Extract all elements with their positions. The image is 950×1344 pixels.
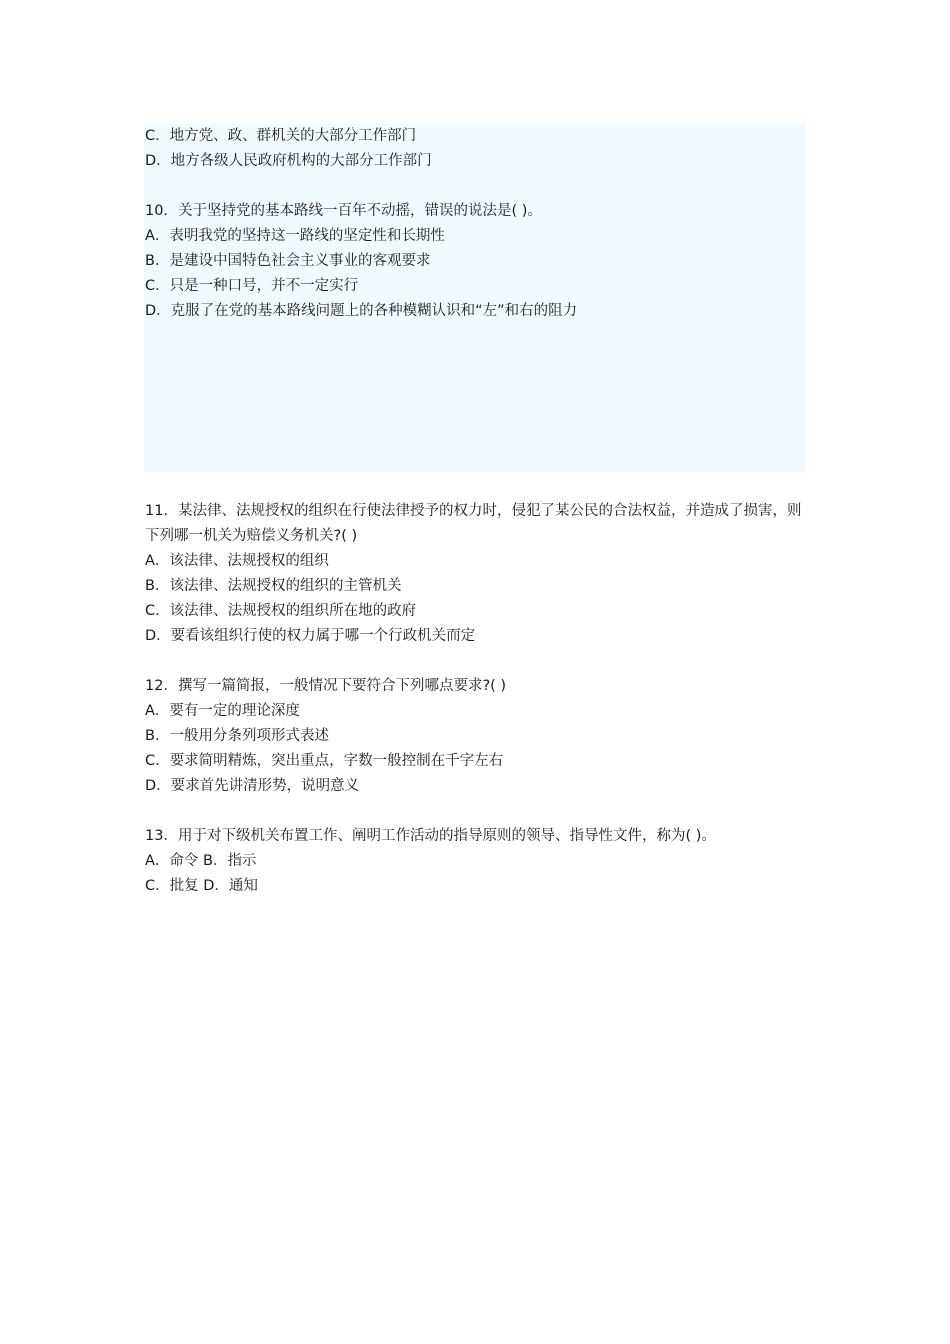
option-c: C．要求简明精炼，突出重点，字数一般控制在千字左右 xyxy=(145,753,504,769)
option-c: C．该法律、法规授权的组织所在地的政府 xyxy=(145,603,417,619)
option-b: B．一般用分条列项形式表述 xyxy=(145,728,329,744)
spacer xyxy=(145,649,810,674)
question-stem: 11．某法律、法规授权的组织在行使法律授予的权力时，侵犯了某公民的合法权益，并造成了损害，则下列哪一机关为赔偿义务机关?( ) xyxy=(145,503,802,544)
option-c: C．只是一种口号，并不一定实行 xyxy=(145,278,359,294)
spacer xyxy=(145,799,810,824)
document-body xyxy=(145,124,810,899)
option-d: D．要看该组织行使的权力属于哪一个行政机关而定 xyxy=(145,628,476,644)
question-13 xyxy=(145,824,810,899)
spacer xyxy=(145,174,810,199)
option-d: D．地方各级人民政府机构的大部分工作部门 xyxy=(145,153,432,169)
spacer xyxy=(145,324,810,499)
question-10 xyxy=(145,199,810,324)
option-a: A．表明我党的坚持这一路线的坚定性和长期性 xyxy=(145,228,445,244)
option-b: B．是建设中国特色社会主义事业的客观要求 xyxy=(145,253,431,269)
option-d: D．克服了在党的基本路线问题上的各种模糊认识和“左”和右的阻力 xyxy=(145,303,578,319)
option-d: D．要求首先讲清形势，说明意义 xyxy=(145,778,360,794)
question-12 xyxy=(145,674,810,799)
question-stem: 12．撰写一篇简报，一般情况下要符合下列哪点要求?( ) xyxy=(145,678,507,694)
option-a: A．该法律、法规授权的组织 xyxy=(145,553,329,569)
options-ab: A．命令 B．指示 xyxy=(145,853,257,869)
question-11 xyxy=(145,499,810,649)
option-c: C．地方党、政、群机关的大部分工作部门 xyxy=(145,128,417,144)
options-cd: C．批复 D．通知 xyxy=(145,878,258,894)
question-stem: 10．关于坚持党的基本路线一百年不动摇，错误的说法是( )。 xyxy=(145,203,542,219)
partial-question-options xyxy=(145,124,810,174)
question-stem: 13．用于对下级机关布置工作、阐明工作活动的指导原则的领导、指导性文件，称为( )。 xyxy=(145,828,716,844)
option-b: B．该法律、法规授权的组织的主管机关 xyxy=(145,578,402,594)
option-a: A．要有一定的理论深度 xyxy=(145,703,300,719)
